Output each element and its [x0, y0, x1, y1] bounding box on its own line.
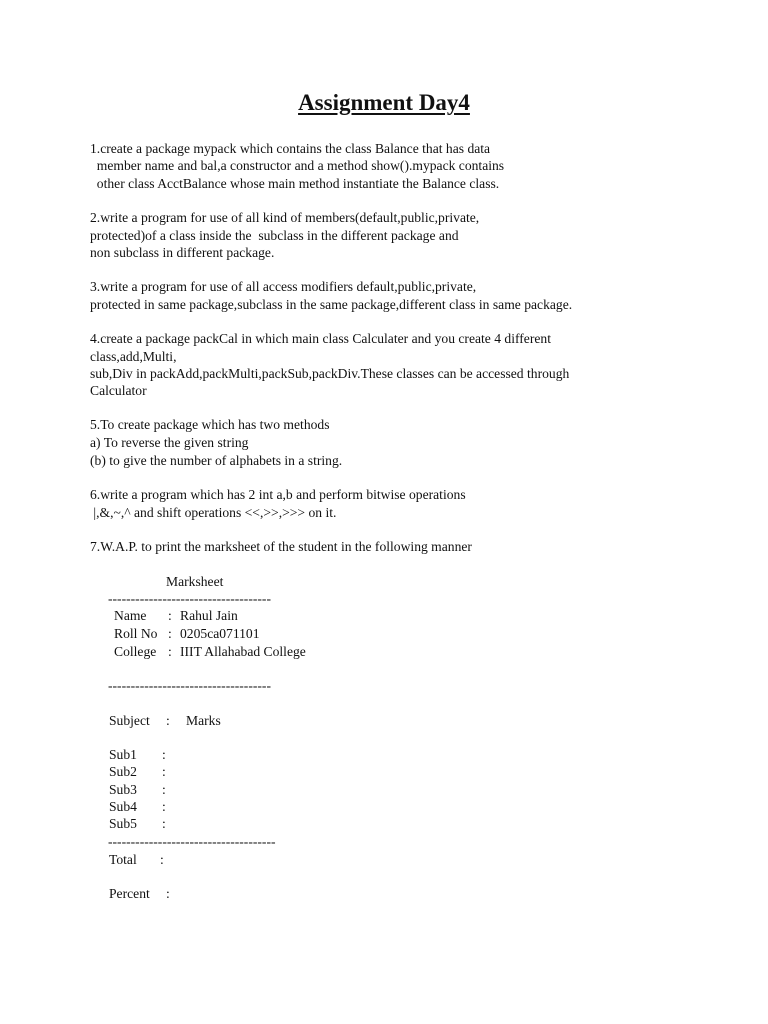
- marks-label: Marks: [186, 713, 221, 728]
- question-1-line-2: member name and bal,a constructor and a method show().mypack contains: [90, 158, 505, 173]
- subject-row-colon: :: [162, 782, 166, 797]
- subject-row-colon: :: [162, 764, 166, 779]
- subject-row-label: Sub4: [109, 799, 137, 814]
- total-label: Total: [109, 852, 137, 867]
- question-2-line-2: protected)of a class inside the subclass in the different package and: [90, 228, 459, 243]
- question-4-line-4: Calculator: [90, 383, 147, 398]
- question-5-line-2: a) To reverse the given string: [90, 435, 249, 450]
- marksheet-heading: Marksheet: [166, 574, 224, 589]
- percent-colon: :: [166, 886, 170, 901]
- question-2-line-3: non subclass in different package.: [90, 245, 275, 260]
- roll-value: 0205ca071101: [180, 626, 260, 641]
- marksheet-divider-1: ------------------------------------: [108, 591, 271, 606]
- roll-label: Roll No: [114, 626, 158, 641]
- college-colon: :: [168, 644, 172, 659]
- name-colon: :: [168, 608, 172, 623]
- question-4-line-1: 4.create a package packCal in which main class Calculater and you create 4 different: [90, 331, 551, 346]
- question-4-line-2: class,add,Multi,: [90, 349, 177, 364]
- name-value: Rahul Jain: [180, 608, 238, 623]
- total-colon: :: [160, 852, 164, 867]
- question-7-line-1: 7.W.A.P. to print the marksheet of the student in the following manner: [90, 539, 472, 554]
- subject-row-colon: :: [162, 747, 166, 762]
- question-1-line-1: 1.create a package mypack which contains the class Balance that has data: [90, 141, 491, 156]
- college-label: College: [114, 644, 157, 659]
- question-3-line-1: 3.write a program for use of all access modifiers default,public,private,: [90, 279, 477, 294]
- subject-row-colon: :: [162, 799, 166, 814]
- question-6-line-2: |,&,~,^ and shift operations <<,>>,>>> on it.: [90, 505, 337, 520]
- subject-row-label: Sub5: [109, 816, 137, 831]
- subject-row-label: Sub2: [109, 764, 137, 779]
- question-2-line-1: 2.write a program for use of all kind of members(default,public,private,: [90, 210, 480, 225]
- question-4-line-3: sub,Div in packAdd,packMulti,packSub,packDiv.These classes can be accessed through: [90, 366, 570, 381]
- college-value: IIIT Allahabad College: [180, 644, 306, 659]
- roll-colon: :: [168, 626, 172, 641]
- question-5-line-3: (b) to give the number of alphabets in a string.: [90, 453, 343, 468]
- question-6-line-1: 6.write a program which has 2 int a,b and perform bitwise operations: [90, 487, 466, 502]
- name-label: Name: [114, 608, 147, 623]
- question-3-line-2: protected in same package,subclass in the same package,different class in same package.: [90, 297, 573, 312]
- page-title: Assignment Day4: [298, 90, 470, 115]
- subject-colon: :: [166, 713, 170, 728]
- subject-row-colon: :: [162, 816, 166, 831]
- subject-row-label: Sub3: [109, 782, 137, 797]
- question-5-line-1: 5.To create package which has two methods: [90, 417, 330, 432]
- marksheet-divider-2: ------------------------------------: [108, 678, 271, 693]
- subject-label: Subject: [109, 713, 150, 728]
- marksheet-divider-3: -------------------------------------: [108, 834, 276, 849]
- subject-row-label: Sub1: [109, 747, 137, 762]
- percent-label: Percent: [109, 886, 150, 901]
- question-1-line-3: other class AcctBalance whose main method instantiate the Balance class.: [90, 176, 500, 191]
